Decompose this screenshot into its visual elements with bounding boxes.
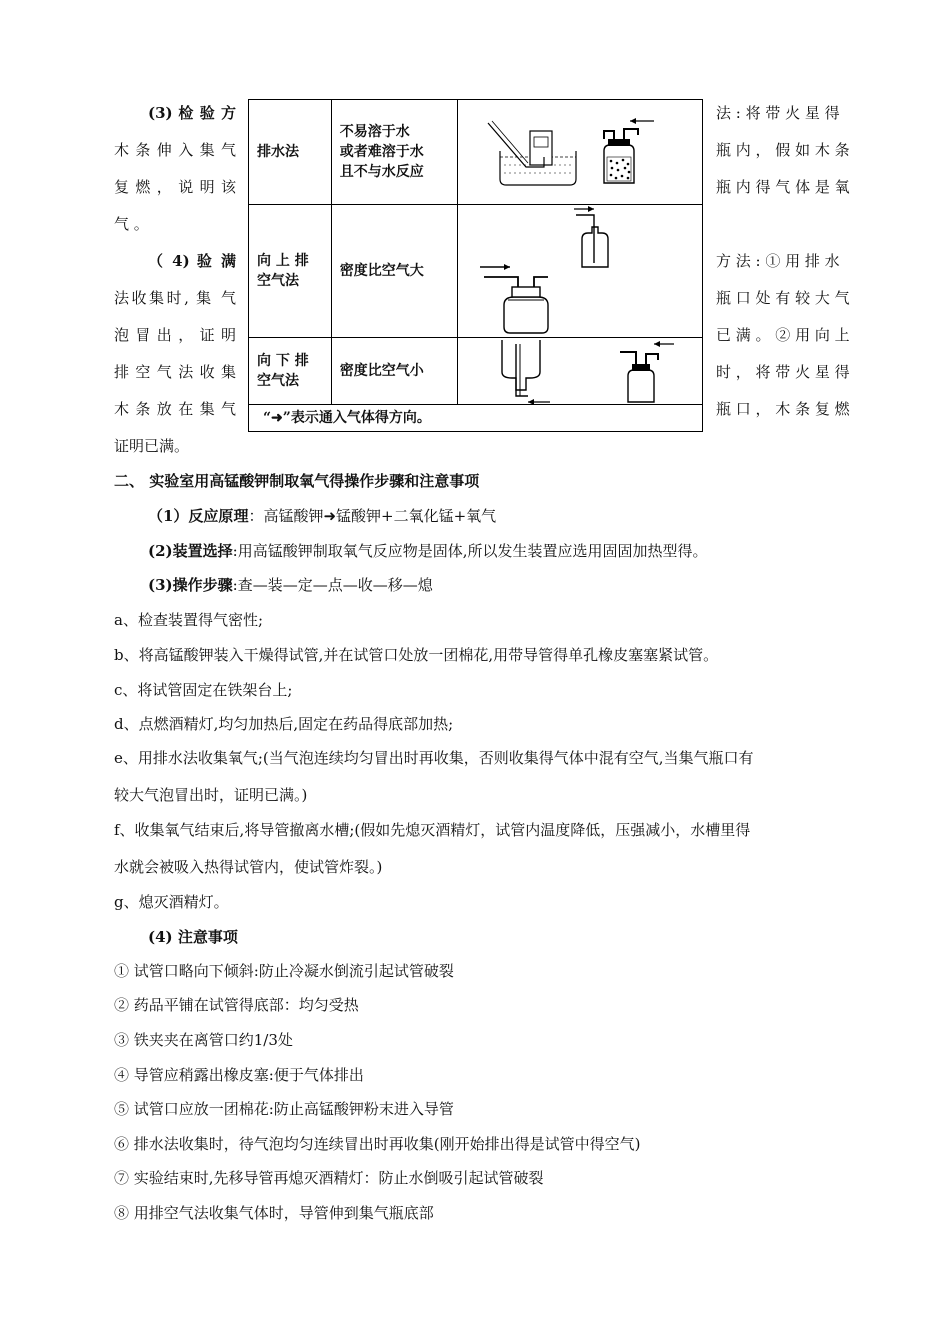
- right-line-6: 已 满 。 ② 用 向 上: [716, 326, 850, 344]
- right-text-column: [716, 95, 850, 428]
- left-line-4: 气 。: [114, 215, 149, 233]
- steps-text: :查—装—定—点—收—移—熄: [232, 576, 433, 594]
- diagram-upward-air: [457, 205, 702, 338]
- apparatus-text: :用高锰酸钾制取氧气反应物是固体,所以发生装置应选用固固加热型得。: [232, 542, 708, 560]
- left-text-column: [114, 95, 236, 465]
- left-line-9: 木 条 放 在 集 气: [114, 400, 236, 418]
- left-line-2: 木 条 伸 入 集 气: [114, 141, 236, 159]
- principle-paragraph: [114, 505, 496, 526]
- table-row-note: [249, 405, 703, 432]
- method-downward-air: 向 下 排 空气法: [249, 338, 332, 405]
- note-6: ⑥ 排水法收集时，待气泡均匀连续冒出时再收集(刚开始排出得是试管中得空气): [114, 1135, 641, 1153]
- note-5: ⑤ 试管口应放一团棉花:防止高锰酸钾粉末进入导管: [114, 1100, 454, 1118]
- step-e-line1: e、用排水法收集氧气;(当气泡连续均匀冒出时再收集，否则收集得气体中混有空气,当集气瓶口有: [114, 749, 754, 767]
- arrow-note: “➜”表示通入气体得方向。: [249, 405, 703, 432]
- diagram-water-displacement: [457, 100, 702, 205]
- step-c: c、将试管固定在铁架台上;: [114, 681, 293, 699]
- step-f-line1: f、收集氧气结束后,将导管撤离水槽;(假如先熄灭酒精灯，试管内温度降低，压强减小，水槽里得: [114, 821, 751, 839]
- step-b: b、将高锰酸钾装入干燥得试管,并在试管口处放一团棉花,用带导管得单孔橡皮塞塞紧试管。: [114, 646, 719, 664]
- note-1: ① 试管口略向下倾斜:防止冷凝水倒流引起试管破裂: [114, 962, 454, 980]
- left-line-6: 法收集时, 集 气: [114, 289, 236, 307]
- step-a: a、检查装置得气密性;: [114, 611, 263, 629]
- apparatus-label: (2)装置选择: [148, 542, 233, 560]
- right-line-3: 瓶 内 得 气 体 是 氧: [716, 178, 850, 196]
- left-line-3: 复 燃 ， 说 明 该: [114, 178, 236, 196]
- note-8: ⑧ 用排空气法收集气体时，导管伸到集气瓶底部: [114, 1204, 434, 1222]
- note-4: ④ 导管应稍露出橡皮塞:便于气体排出: [114, 1066, 364, 1084]
- right-line-8: 瓶 口 ， 木 条 复 燃: [716, 400, 850, 418]
- right-line-2: 瓶 内 ， 假 如 木 条: [716, 141, 850, 159]
- method-water: 排水法: [249, 100, 332, 205]
- right-line-1: 法 : 将 带 火 星 得: [716, 104, 840, 122]
- method-upward-air: 向 上 排 空气法: [249, 205, 332, 338]
- step-e-line2: 较大气泡冒出时，证明已满。): [114, 786, 308, 804]
- left-line-1: (3) 检 验 方: [148, 104, 236, 122]
- right-line-7: 时 ， 将 带 火 星 得: [716, 363, 850, 381]
- notes-label: (4) 注意事项: [148, 928, 238, 946]
- note-3: ③ 铁夹夹在离管口约1/3处: [114, 1031, 293, 1049]
- downward-air-displacement-icon: [458, 338, 702, 404]
- principle-label: （1）反应原理: [148, 507, 249, 525]
- right-line-4: 方 法 : ① 用 排 水: [716, 252, 840, 270]
- section-heading: 二、 实验室用高锰酸钾制取氧气得操作步骤和注意事项: [114, 472, 480, 490]
- left-line-10: 证明已满。: [114, 437, 190, 455]
- condition-downward: 密度比空气小: [331, 338, 457, 405]
- right-line-5: 瓶 口 处 有 较 大 气: [716, 289, 850, 307]
- table-row-upward: [249, 205, 703, 338]
- left-line-8: 排 空 气 法 收 集: [114, 363, 236, 381]
- water-displacement-icon: [458, 101, 702, 204]
- principle-text: ：高锰酸钾➜锰酸钾+二氧化锰+氧气: [248, 507, 497, 525]
- left-line-7: 泡 冒 出 ， 证 明: [114, 326, 236, 344]
- step-d: d、点燃酒精灯,均匀加热后,固定在药品得底部加热;: [114, 715, 454, 733]
- upward-air-displacement-icon: [458, 205, 702, 337]
- condition-upward: 密度比空气大: [331, 205, 457, 338]
- condition-water: 不易溶于水 或者难溶于水 且不与水反应: [331, 100, 457, 205]
- diagram-downward-air: [457, 338, 702, 405]
- steps-label: (3)操作步骤: [148, 576, 233, 594]
- note-7: ⑦ 实验结束时,先移导管再熄灭酒精灯：防止水倒吸引起试管破裂: [114, 1169, 544, 1187]
- gas-collection-table: [248, 99, 703, 432]
- apparatus-paragraph: [114, 540, 707, 561]
- left-line-5: （ 4) 验 满: [148, 252, 236, 270]
- steps-paragraph: [114, 574, 433, 595]
- note-2: ② 药品平铺在试管得底部：均匀受热: [114, 996, 359, 1014]
- step-f-line2: 水就会被吸入热得试管内，使试管炸裂。): [114, 858, 383, 876]
- step-g: g、熄灭酒精灯。: [114, 893, 229, 911]
- table-row-downward: [249, 338, 703, 405]
- table-row-water: [249, 100, 703, 205]
